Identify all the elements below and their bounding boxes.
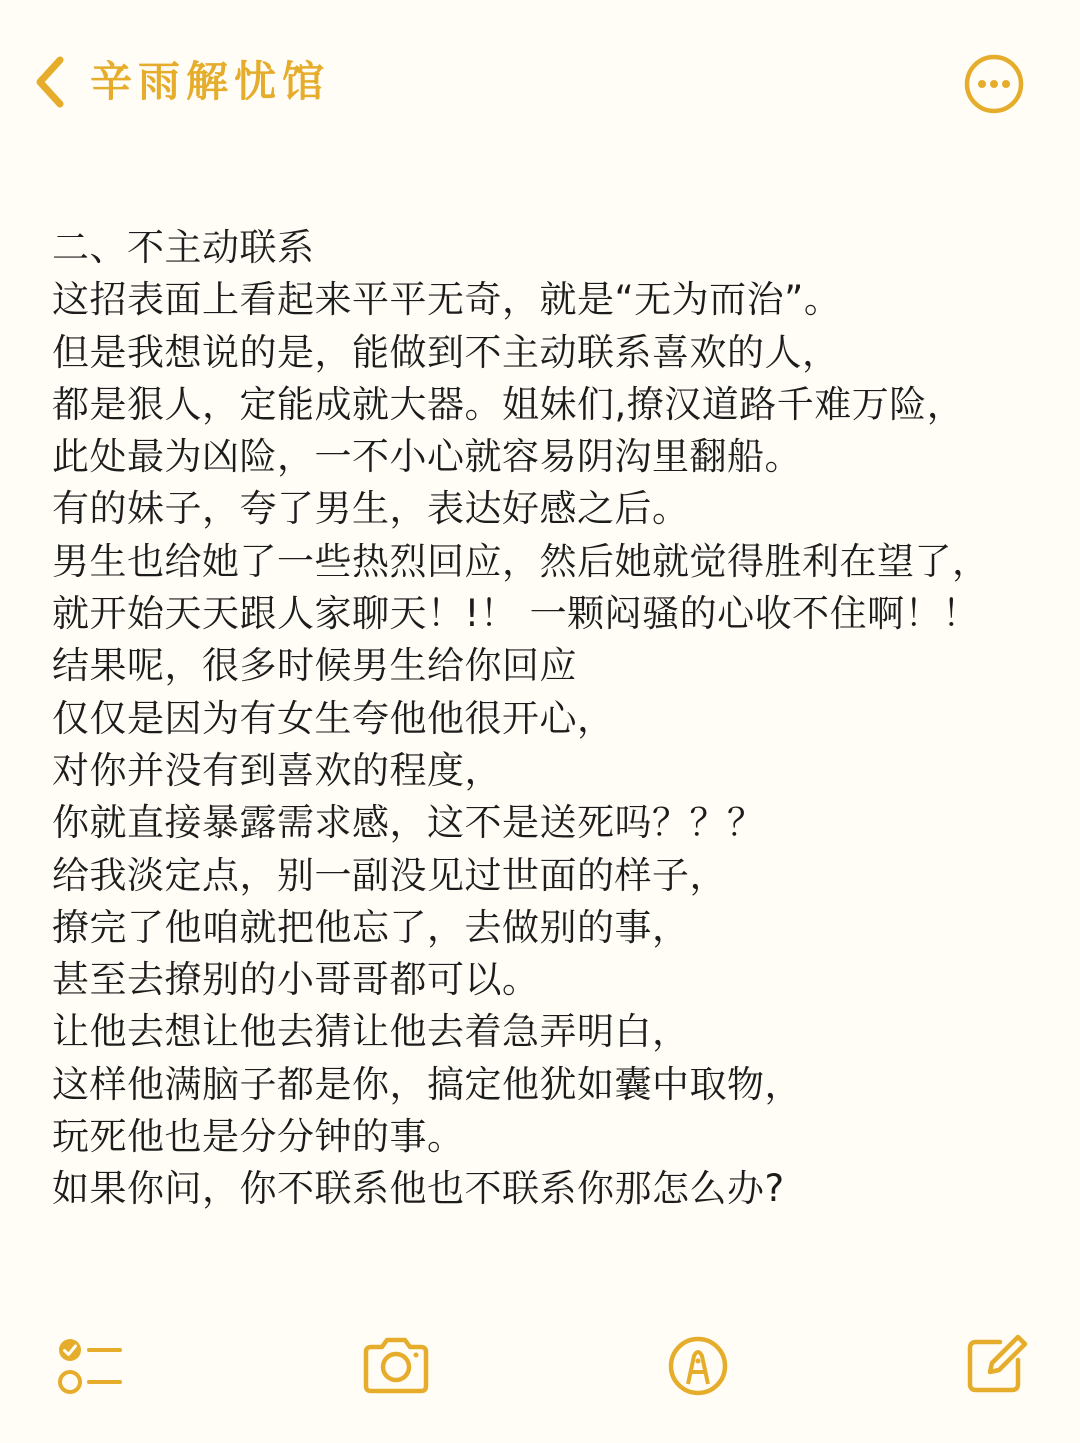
note-line: 此处最为凶险，一不小心就容易阴沟里翻船。 — [52, 435, 802, 479]
note-line: 但是我想说的是，能做到不主动联系喜欢的人， — [52, 330, 840, 374]
note-line: 就开始天天跟人家聊天！!！ 一颗闷骚的心收不住啊！！ — [52, 592, 980, 636]
note-line: 撩完了他咱就把他忘了，去做别的事， — [52, 905, 690, 949]
note-content[interactable] — [52, 222, 1052, 1216]
note-line: 男生也给她了一些热烈回应，然后她就觉得胜利在望了， — [52, 539, 990, 583]
note-title-line: 二、不主动联系 — [52, 226, 315, 269]
note-line: 玩死他也是分分钟的事。 — [52, 1115, 465, 1159]
back-button-label[interactable]: 辛雨解忧馆 — [90, 57, 331, 106]
nav-bar — [0, 0, 1080, 170]
note-line: 给我淡定点，别一副没见过世面的样子， — [52, 853, 727, 897]
note-line: 这招表面上看起来平平无奇，就是“无为而治”。 — [52, 278, 842, 322]
note-line: 甚至去撩别的小哥哥都可以。 — [52, 958, 540, 1002]
note-line: 这样他满脑子都是你，搞定他犹如囊中取物， — [52, 1062, 802, 1106]
note-line: 都是狠人，定能成就大器。姐妹们,撩汉道路千难万险， — [52, 382, 965, 426]
note-line: 仅仅是因为有女生夸他他很开心， — [52, 696, 615, 740]
camera-icon[interactable] — [360, 1334, 432, 1398]
note-line: 让他去想让他去猜让他去着急弄明白， — [52, 1010, 690, 1054]
ellipsis-circle-icon[interactable] — [962, 52, 1026, 116]
note-line: 结果呢，很多时候男生给你回应 — [52, 644, 577, 688]
note-line: 如果你问，你不联系他也不联系你那怎么办? — [52, 1167, 785, 1211]
chevron-left-icon[interactable] — [28, 52, 72, 112]
pen-tip-circle-icon[interactable] — [666, 1334, 730, 1398]
note-line: 你就直接暴露需求感，这不是送死吗？？？ — [52, 801, 765, 845]
bottom-toolbar — [0, 1320, 1080, 1420]
checklist-icon[interactable] — [56, 1336, 124, 1396]
compose-icon[interactable] — [964, 1332, 1028, 1396]
note-line: 对你并没有到喜欢的程度， — [52, 748, 502, 792]
note-line: 有的妹子，夸了男生，表达好感之后。 — [52, 487, 690, 531]
